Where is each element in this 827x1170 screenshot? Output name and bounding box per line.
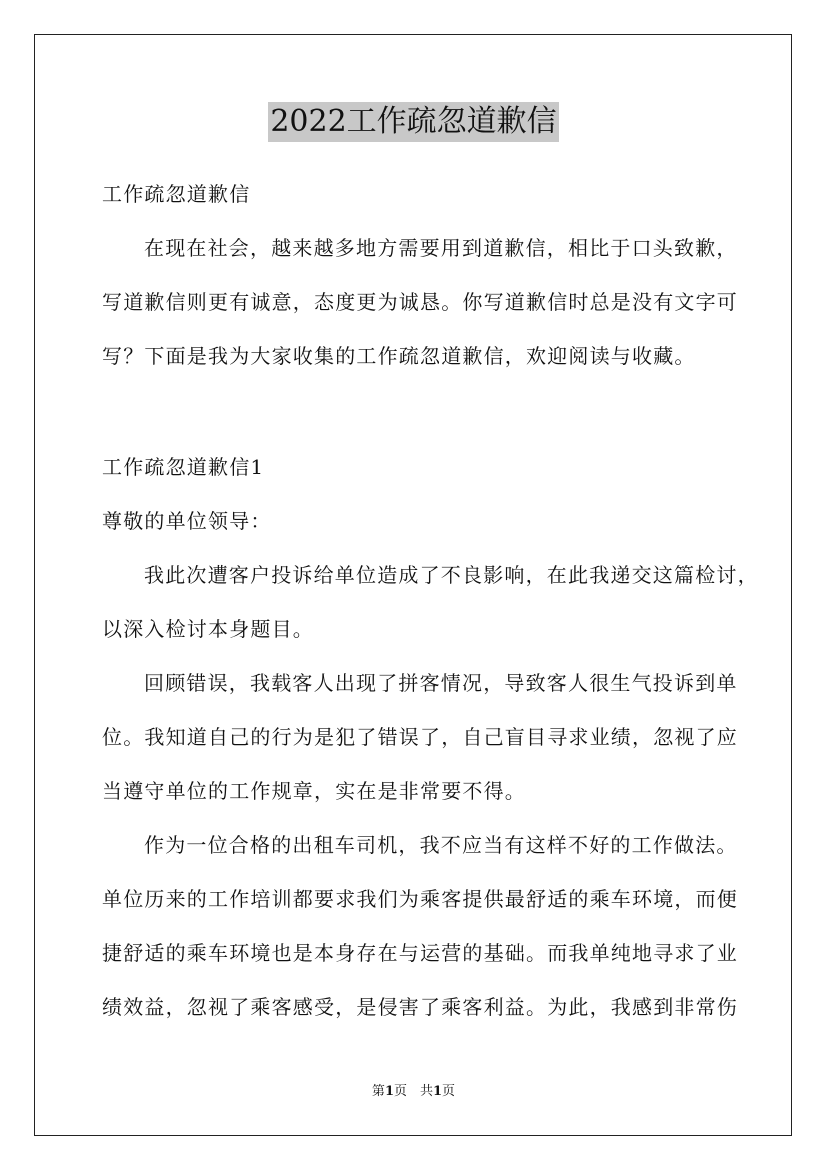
paragraph-line: 以深入检讨本身题目。 [102, 617, 314, 641]
letter-heading: 工作疏忽道歉信1 [102, 455, 265, 479]
footer-prefix: 第 [371, 1084, 385, 1099]
page-footer [0, 1083, 827, 1101]
paragraph-line: 当遵守单位的工作规章，实在是非常要不得。 [102, 779, 526, 803]
paragraph-line: 写道歉信则更有诚意，态度更为诚恳。你写道歉信时总是没有文字可 [102, 290, 738, 314]
footer-page-number: 1 [384, 1084, 394, 1099]
paragraph-line: 捷舒适的乘车环境也是本身存在与运营的基础。而我单纯地寻求了业 [102, 941, 738, 965]
paragraph-line: 绩效益，忽视了乘客感受，是侵害了乘客利益。为此，我感到非常伤 [102, 995, 738, 1019]
paragraph-line: 在现在社会，越来越多地方需要用到道歉信，相比于口头致歉， [144, 236, 738, 260]
paragraph-line: 我此次遭客户投诉给单位造成了不良影响，在此我递交这篇检讨， [144, 563, 759, 587]
paragraph-line: 位。我知道自己的行为是犯了错误了，自己盲目寻求业绩，忽视了应 [102, 725, 738, 749]
salutation: 尊敬的单位领导： [102, 509, 272, 533]
title-wrap [0, 102, 827, 142]
paragraph-line: 写？下面是我为大家收集的工作疏忽道歉信，欢迎阅读与收藏。 [102, 344, 696, 368]
footer-mid: 页 共 [393, 1084, 433, 1099]
section-heading: 工作疏忽道歉信 [102, 182, 251, 206]
paragraph-line: 回顾错误，我载客人出现了拼客情况，导致客人很生气投诉到单 [144, 671, 738, 695]
footer-suffix: 页 [442, 1084, 456, 1099]
paragraph-line: 单位历来的工作培训都要求我们为乘客提供最舒适的乘车环境，而便 [102, 887, 738, 911]
footer-page-total: 1 [433, 1084, 443, 1099]
paragraph-line: 作为一位合格的出租车司机，我不应当有这样不好的工作做法。 [144, 833, 738, 857]
document-title: 2022工作疏忽道歉信 [268, 102, 558, 142]
